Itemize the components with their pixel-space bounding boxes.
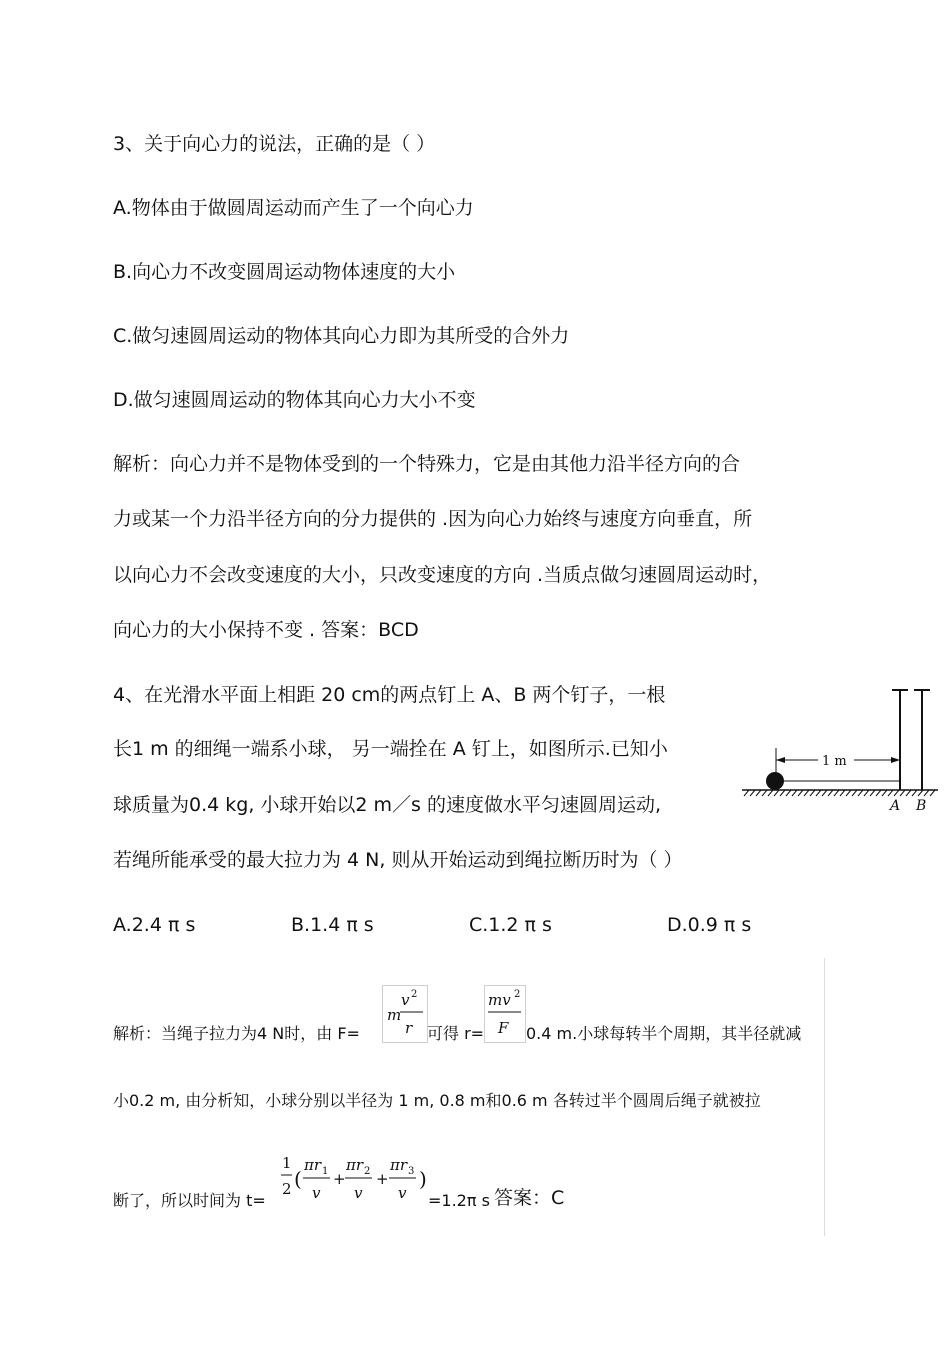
svg-text:v: v bbox=[312, 1184, 321, 1202]
formula-f-box bbox=[382, 985, 428, 1043]
q3-analysis-line-2: 力或某一个力沿半径方向的分力提供的 .因为向心力始终与速度方向垂直，所 bbox=[113, 508, 753, 530]
svg-text:): ) bbox=[419, 1167, 427, 1191]
formula-f bbox=[383, 986, 427, 1042]
svg-text:v: v bbox=[401, 991, 410, 1009]
q4-stem-line-2: 长1 m 的细绳一端系小球， 另一端拴在 A 钉上，如图所示.已知小 bbox=[113, 738, 668, 760]
svg-text:v: v bbox=[398, 1184, 407, 1202]
nail-a bbox=[892, 690, 908, 790]
q4-analysis-line-3a: 断了，所以时间为 t= bbox=[113, 1191, 266, 1210]
svg-text:2: 2 bbox=[411, 989, 418, 1000]
vertical-divider bbox=[824, 958, 825, 1236]
q4-analysis-line-1c: 0.4 m.小球每转半个周期，其半径就减 bbox=[526, 1024, 802, 1043]
svg-text:1: 1 bbox=[282, 1154, 292, 1172]
svg-text:1: 1 bbox=[322, 1166, 329, 1177]
ground-hatch bbox=[744, 790, 935, 796]
svg-text:+: + bbox=[333, 1170, 346, 1188]
svg-text:(: ( bbox=[294, 1167, 302, 1191]
length-label: 1 m bbox=[822, 754, 847, 769]
svg-text:πr: πr bbox=[390, 1156, 408, 1174]
svg-text:v: v bbox=[354, 1184, 363, 1202]
q3-stem: 3、关于向心力的说法，正确的是（ ） bbox=[113, 133, 436, 155]
svg-text:2: 2 bbox=[514, 989, 521, 1000]
arrow-right-icon bbox=[891, 757, 900, 763]
svg-text:+: + bbox=[376, 1170, 389, 1188]
svg-text:πr: πr bbox=[304, 1156, 322, 1174]
q4-answer: 答案：C bbox=[494, 1187, 565, 1209]
svg-text:F: F bbox=[498, 1019, 509, 1037]
formula-r bbox=[485, 986, 525, 1042]
q4-stem-line-3: 球质量为0.4 kg, 小球开始以2 m／s 的速度做水平匀速圆周运动, bbox=[113, 794, 662, 816]
q4-option-d: D.0.9 π s bbox=[667, 914, 752, 936]
q4-option-a: A.2.4 π s bbox=[113, 914, 196, 936]
q4-option-c: C.1.2 π s bbox=[469, 914, 552, 936]
q4-analysis-line-1b: 可得 r= bbox=[427, 1024, 485, 1043]
formula-t bbox=[280, 1150, 430, 1210]
arrow-left-icon bbox=[776, 757, 785, 763]
q4-analysis-line-2: 小0.2 m, 由分析知，小球分别以半径为 1 m, 0.8 m和0.6 m 各转过半个圆周后绳子就被拉 bbox=[113, 1091, 761, 1110]
q3-analysis-line-3: 以向心力不会改变速度的大小，只改变速度的方向 .当质点做匀速圆周运动时， bbox=[113, 564, 772, 586]
q4-option-b: B.1.4 π s bbox=[291, 914, 374, 936]
q3-analysis-line-4: 向心力的大小保持不变 . 答案：BCD bbox=[113, 619, 419, 641]
q3-option-c: C.做匀速圆周运动的物体其向心力即为其所受的合外力 bbox=[113, 325, 570, 347]
nail-b bbox=[914, 690, 930, 790]
q3-analysis-line-1: 解析：向心力并不是物体受到的一个特殊力，它是由其他力沿半径方向的合 bbox=[113, 453, 741, 475]
svg-text:2: 2 bbox=[282, 1180, 292, 1198]
svg-text:3: 3 bbox=[408, 1166, 415, 1177]
svg-text:r: r bbox=[405, 1019, 413, 1037]
formula-r-box bbox=[484, 985, 526, 1043]
q3-option-d: D.做匀速圆周运动的物体其向心力大小不变 bbox=[113, 389, 476, 411]
ball bbox=[766, 772, 784, 790]
q4-stem-line-1: 4、在光滑水平面上相距 20 cm的两点钉上 A、B 两个钉子，一根 bbox=[113, 684, 666, 706]
q4-stem-line-4: 若绳所能承受的最大拉力为 4 N, 则从开始运动到绳拉断历时为（ ） bbox=[113, 849, 683, 871]
q3-option-a: A.物体由于做圆周运动而产生了一个向心力 bbox=[113, 197, 474, 219]
q4-analysis-line-1a: 解析：当绳子拉力为4 N时，由 F= bbox=[113, 1024, 360, 1043]
q4-figure bbox=[740, 686, 940, 816]
svg-text:m: m bbox=[387, 1006, 402, 1024]
label-b: B bbox=[916, 798, 927, 814]
label-a: A bbox=[890, 798, 901, 814]
q4-analysis-line-3b: =1.2π s bbox=[428, 1191, 490, 1210]
svg-text:mv: mv bbox=[488, 991, 511, 1009]
svg-text:2: 2 bbox=[364, 1166, 371, 1177]
q3-option-b: B.向心力不改变圆周运动物体速度的大小 bbox=[113, 261, 456, 283]
svg-text:πr: πr bbox=[346, 1156, 364, 1174]
